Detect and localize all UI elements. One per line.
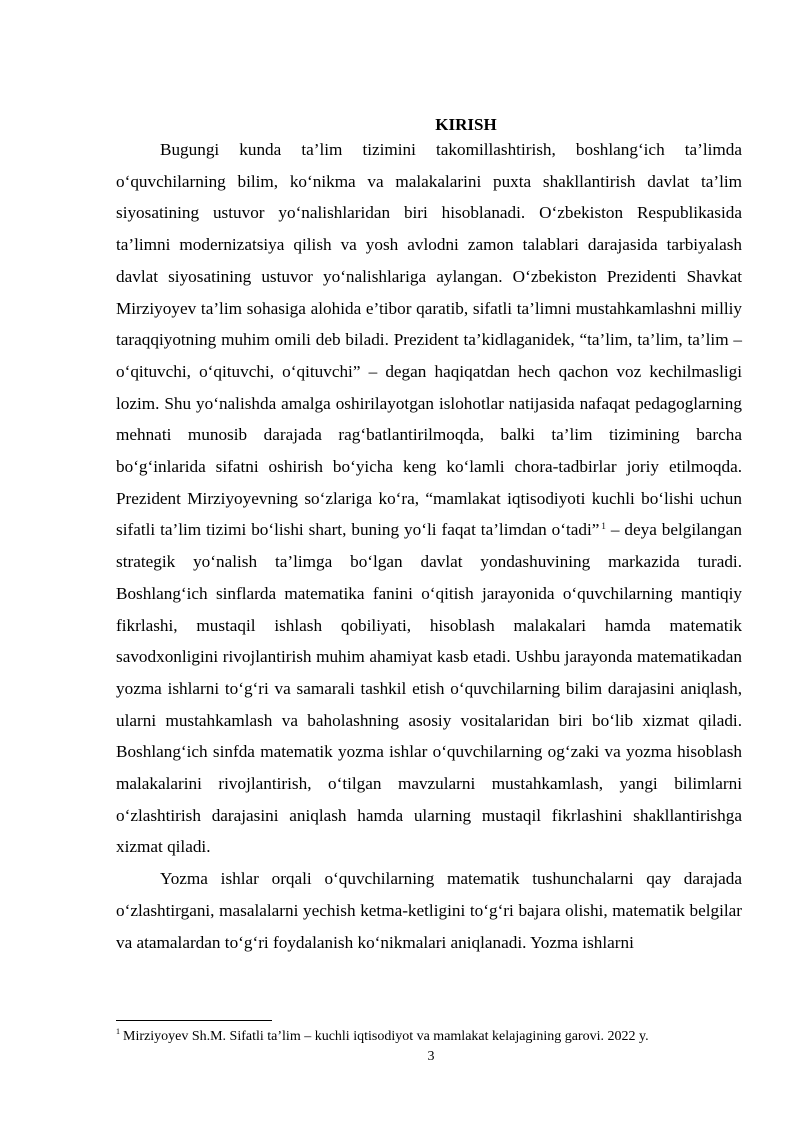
paragraph-1-text-end: – deya belgilangan strategik yo‘nalish ta’limga bo‘lgan davlat yondashuvining markazida turadi. Boshlang‘ich sinflarda matematika fanini o‘qitish jarayonida o‘quvchilarning mantiqiy fikrlashi, mustaqil ishlash qobiliyati, hisoblash malakalari hamda matematik savodxonligini rivojlantirish muhim ahamiyat kasb etadi. Ushbu jarayonda matematikadan yozma ishlarni to‘g‘ri va samarali tashkil etish o‘quvchilarning bilim darajasini aniqlash, ularni mustahkamlash va baholashning asosiy vositalaridan biri bo‘lib xizmat qiladi. Boshlang‘ich sinfda matematik yozma ishlar o‘quvchilarning og‘zaki va yozma hisoblash malakalarini rivojlantirish, o‘tilgan mavzularni mustahkamlash, yangi bilimlarni o‘zlashtirish darajasini aniqlash hamda ularning mustaqil fikrlashini shakllantirishga xizmat qiladi. bbox=[116, 520, 742, 857]
footnote bbox=[116, 1028, 756, 1046]
paragraph-1 bbox=[116, 134, 742, 863]
footnote-text: Mirziyoyev Sh.M. Sifatli ta’lim – kuchli iqtisodiyot va mamlakat kelajagining garovi. 2022 y. bbox=[123, 1029, 649, 1044]
page-number: 3 bbox=[427, 1049, 435, 1064]
footnote-reference[interactable]: 1 bbox=[601, 520, 606, 531]
paragraph-1-text-start: Bugungi kunda ta’lim tizimini takomillashtirish, boshlang‘ich ta’limda o‘quvchilarning bilim, ko‘nikma va malakalarini puxta shakllantirish davlat ta’lim siyosatining ustuvor yo‘nalishlaridan biri hisoblanadi. O‘zbekiston Respublikasida ta’limni modernizatsiya qilish va yosh avlodni zamon talablari darajasida tarbiyalash davlat siyosatining ustuvor yo‘nalishlariga aylangan. O‘zbekiston Prezidenti Shavkat Mirziyoyev ta’lim sohasiga alohida e’tibor qaratib, sifatli ta’limni mustahkamlashni milliy taraqqiyotning muhim omili deb biladi. Prezident ta’kidlaganidek, “ta’lim, ta’lim, ta’lim – o‘qituvchi, o‘qituvchi, o‘qituvchi” – degan haqiqatdan hech qachon voz kechilmasligi lozim. Shu yo‘nalishda amalga oshirilayotgan islohotlar natijasida nafaqat pedagoglarning mehnati munosib darajada rag‘batlantirilmoqda, balki ta’lim tizimining barcha bo‘g‘inlarida sifatni oshirish bo‘yicha keng ko‘lamli chora-tadbirlar joriy etilmoqda. Prezident Mirziyoyevning so‘zlariga ko‘ra, “mamlakat iqtisodiyoti kuchli bo‘lishi uchun sifatli ta’lim tizimi bo‘lishi shart, buning yo‘li faqat ta’limdan o‘tadi” bbox=[116, 140, 742, 540]
body-text bbox=[116, 134, 742, 958]
footnote-separator bbox=[116, 1020, 272, 1021]
paragraph-2: Yozma ishlar orqali o‘quvchilarning matematik tushunchalarni qay darajada o‘zlashtirgani, masalalarni yechish ketma-ketligini to‘g‘ri bajara olishi, matematik belgilar va atamalardan to‘g‘ri foydalanish ko‘nikmalari aniqlanadi. Yozma ishlarni bbox=[116, 869, 742, 952]
section-heading: KIRISH bbox=[435, 115, 497, 134]
footnote-number: 1 bbox=[116, 1027, 120, 1037]
